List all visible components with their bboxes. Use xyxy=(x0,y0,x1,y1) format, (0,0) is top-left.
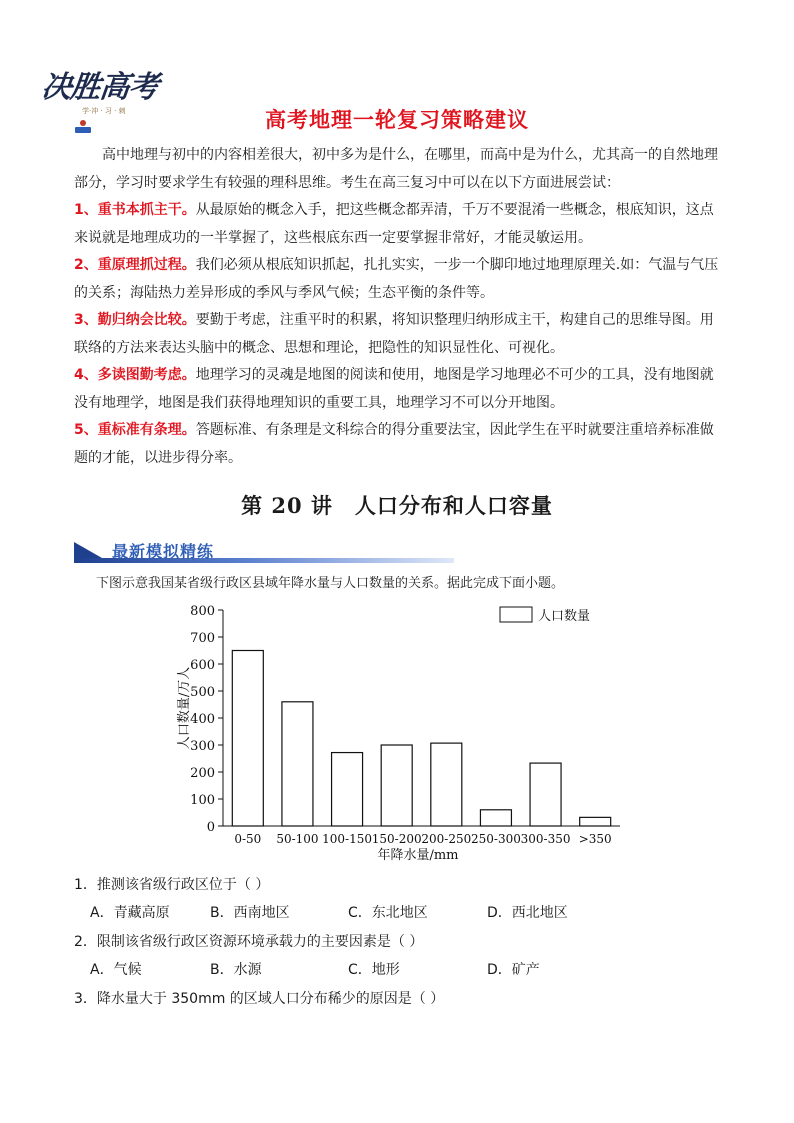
section-header xyxy=(74,538,454,564)
legend-swatch xyxy=(500,607,532,622)
option-d[interactable]: D．矿产 xyxy=(487,962,540,978)
y-axis-ticks xyxy=(190,604,223,835)
page-title: 高考地理一轮复习策略建议 xyxy=(265,108,529,132)
option-a[interactable]: A．气候 xyxy=(90,962,142,978)
bar->350 xyxy=(580,817,611,826)
tip-item: 1、重书本抓主干。从最原始的概念入手，把这些概念都弄清，千万不要混淆一些概念，根底知识，这点来说就是地理成功的一半掌握了，这些根底东西一定要掌握非常好，才能灵敏运用。 xyxy=(74,202,714,246)
question-3 xyxy=(74,988,444,1008)
bar-50-100 xyxy=(282,702,313,826)
tip-item: 5、重标准有条理。答题标准、有条理是文科综合的得分重要法宝，因此学生在平时就要注重培养标准做题的才能，以进步得分率。 xyxy=(74,422,714,466)
section-marker-icon xyxy=(74,542,102,558)
x-tick-label: 300-350 xyxy=(520,832,571,846)
tip-item: 2、重原理抓过程。我们必须从根底知识抓起，扎扎实实，一步一个脚印地过地理原理关.如：气温与气压的关系；海陆热力差异形成的季风与季风气候；生态平衡的条件等。 xyxy=(74,257,719,301)
tip-item: 4、多读图勤考虑。地理学习的灵魂是地图的阅读和使用，地图是学习地理必不可少的工具，没有地图就没有地理学，地图是我们获得地理知识的重要工具，地理学习不可以分开地图。 xyxy=(74,367,714,411)
x-tick-label: >350 xyxy=(578,832,612,846)
x-axis-ticks xyxy=(234,832,611,846)
bar-250-300 xyxy=(480,810,511,826)
y-tick-label: 600 xyxy=(190,658,215,673)
question-stem: 2．限制该省级行政区资源环境承载力的主要因素是（ ） xyxy=(74,934,424,950)
x-tick-label: 200-250 xyxy=(421,832,472,846)
figure-intro: 下图示意我国某省级行政区县域年降水量与人口数量的关系。据此完成下面小题。 xyxy=(96,576,565,591)
lecture-title: 第 20 讲 人口分布和人口容量 xyxy=(241,493,553,518)
question-stem: 1．推测该省级行政区位于（ ） xyxy=(74,877,270,893)
x-tick-label: 100-150 xyxy=(322,832,372,846)
y-tick-label: 200 xyxy=(190,766,215,781)
x-axis-label: 年降水量/mm xyxy=(377,848,459,863)
question-1 xyxy=(74,874,269,894)
y-tick-label: 100 xyxy=(190,793,215,808)
bar-200-250 xyxy=(431,743,462,826)
option-b[interactable]: B．水源 xyxy=(210,962,262,978)
option-b[interactable]: B．西南地区 xyxy=(210,905,290,921)
intro-paragraph: 高中地理与初中的内容相差很大，初中多为是什么，在哪里，而高中是为什么，尤其高一的自然地理部分，学习时要求学生有较强的理科思维。考生在高三复习中可以在以下方面进展尝试： xyxy=(74,147,718,191)
x-tick-label: 0-50 xyxy=(234,832,262,846)
tip-item: 3、勤归纳会比较。要勤于考虑，注重平时的积累，将知识整理归纳形成主干，构建自己的思维导图。用联络的方法来表达头脑中的概念、思想和理论，把隐性的知识显性化、可视化。 xyxy=(74,312,714,356)
bar-0-50 xyxy=(232,651,263,827)
y-axis-label: 人口数量/万人 xyxy=(177,666,192,750)
y-tick-label: 0 xyxy=(206,820,215,835)
x-tick-label: 150-200 xyxy=(371,832,422,846)
bar-150-200 xyxy=(381,745,412,826)
option-a[interactable]: A．青藏高原 xyxy=(90,905,170,921)
bar-300-350 xyxy=(530,763,561,826)
y-tick-label: 400 xyxy=(190,712,215,727)
question-stem: 3．降水量大于 350mm 的区域人口分布稀少的原因是（ ） xyxy=(74,991,445,1007)
population-precipitation-chart xyxy=(160,596,640,870)
bar-100-150 xyxy=(332,753,363,826)
option-c[interactable]: C．地形 xyxy=(348,962,400,978)
option-c[interactable]: C．东北地区 xyxy=(348,905,428,921)
x-tick-label: 50-100 xyxy=(276,832,319,846)
y-tick-label: 800 xyxy=(190,604,215,619)
bar-series xyxy=(232,651,610,827)
option-d[interactable]: D．西北地区 xyxy=(487,905,568,921)
chart-legend xyxy=(500,607,590,624)
legend-label: 人口数量 xyxy=(538,609,591,624)
y-tick-label: 700 xyxy=(190,631,215,646)
x-tick-label: 250-300 xyxy=(471,832,521,846)
question-2 xyxy=(74,931,423,951)
section-title: 最新模拟精练 xyxy=(112,542,215,561)
question-1-options xyxy=(90,902,690,922)
strategy-section xyxy=(74,142,724,472)
logo-text: 决胜高考 xyxy=(39,70,160,105)
question-2-options xyxy=(90,959,690,979)
y-tick-label: 300 xyxy=(190,739,215,754)
logo-subtext: 学·冲 · 习 · 刺 xyxy=(82,107,126,115)
y-tick-label: 500 xyxy=(190,685,215,700)
